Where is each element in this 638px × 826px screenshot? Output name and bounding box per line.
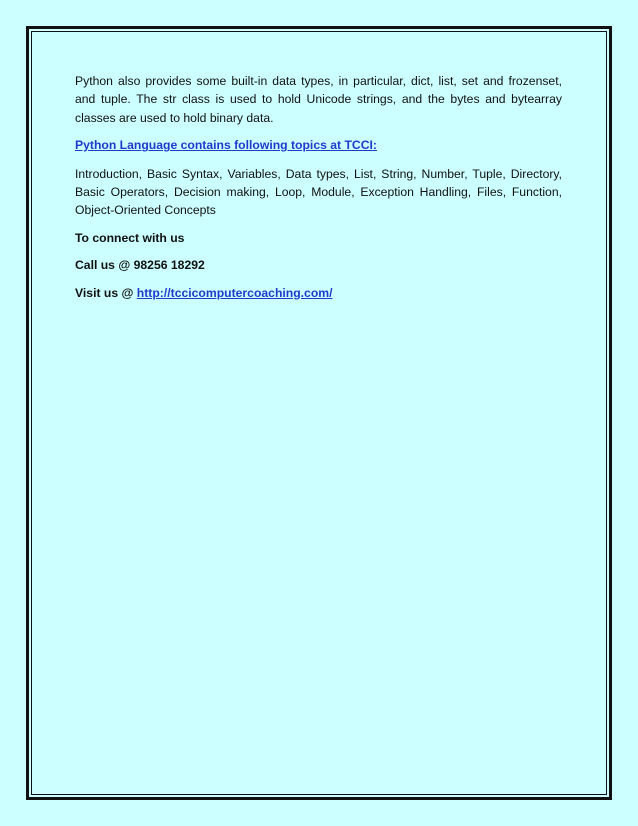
visit-line [75,284,562,302]
topics-heading-link[interactable]: Python Language contains following topics at TCCI: [75,138,377,153]
intro-paragraph: Python also provides some built-in data types, in particular, dict, list, set and frozenset, and tuple. The str class is used to hold Unicode strings, and the bytes and bytearray classes are used to hold binary data. [75,74,562,125]
website-link[interactable]: http://tccicomputercoaching.com/ [136,285,333,300]
call-text: Call us @ 98256 18292 [75,258,205,273]
document-content [75,72,562,311]
visit-prefix: Visit us @ [75,285,137,300]
connect-text: To connect with us [75,230,185,245]
topics-paragraph: Introduction, Basic Syntax, Variables, Data types, List, String, Number, Tuple, Directory, Basic Operators, Decision making, Loop, Module, Exception Handling, Files, Function, Object-Oriented Concepts [75,166,562,218]
